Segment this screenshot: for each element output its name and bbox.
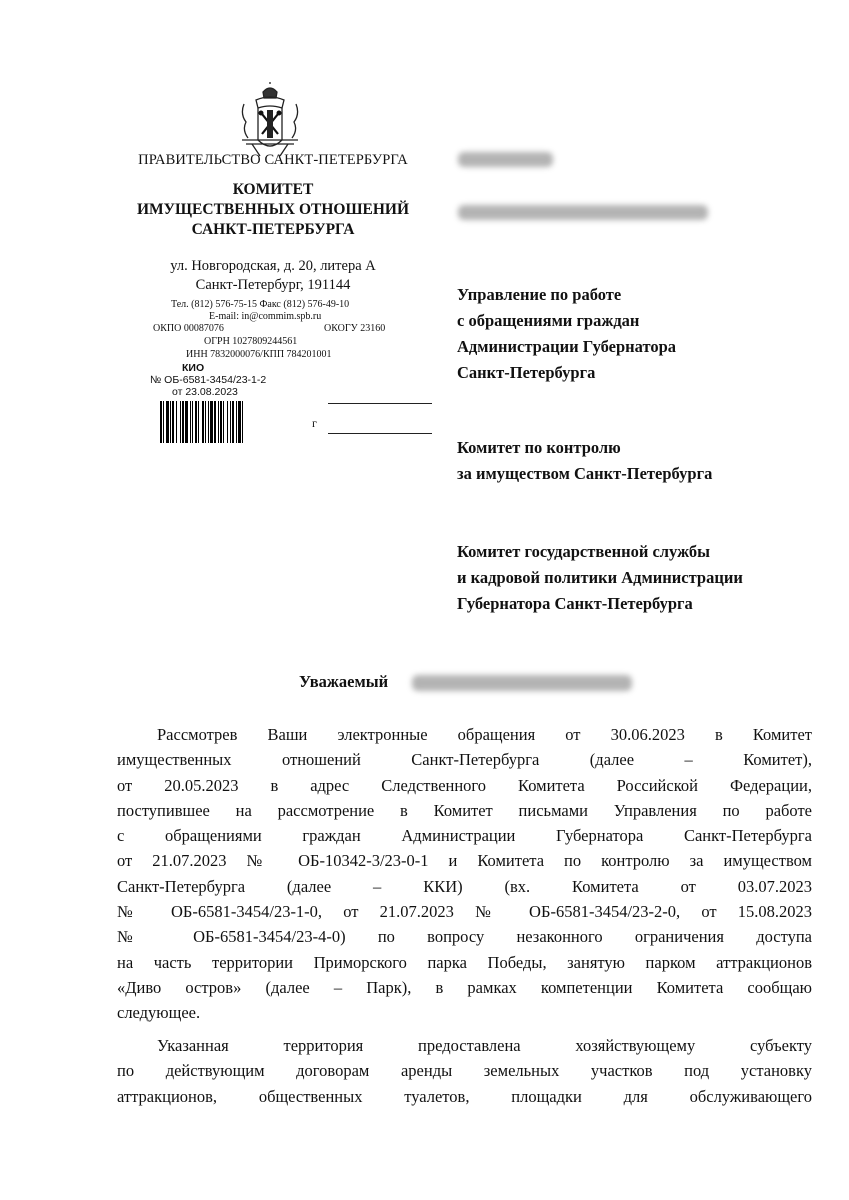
inn-kpp: ИНН 7832000076/КПП 784201001 bbox=[186, 349, 332, 360]
barcode-bar bbox=[166, 401, 169, 443]
email: E-mail: in@commim.spb.ru bbox=[209, 311, 322, 322]
government-name: ПРАВИТЕЛЬСТВО САНКТ-ПЕТЕРБУРГА bbox=[138, 152, 408, 168]
spb-coat-of-arms-icon bbox=[236, 82, 304, 158]
okpo: ОКПО 00087076 bbox=[153, 323, 224, 334]
committee-address: ул. Новгородская, д. 20, литера А Санкт-Петербург, 191144 bbox=[170, 258, 376, 293]
redacted-recipient-name bbox=[458, 152, 553, 167]
okogu: ОКОГУ 23160 bbox=[324, 323, 386, 334]
barcode-bar bbox=[223, 401, 224, 443]
barcode-bar bbox=[195, 401, 197, 443]
body-line: Указанная территория предоставлена хозяйствующему субъекту bbox=[157, 1036, 812, 1055]
committee-name: КОМИТЕТ ИМУЩЕСТВЕННЫХ ОТНОШЕНИЙ САНКТ-ПЕТЕРБУРГА bbox=[136, 181, 410, 238]
barcode-bar bbox=[236, 401, 237, 443]
redacted-recipient-address bbox=[458, 205, 708, 220]
barcode-bar bbox=[160, 401, 162, 443]
body-line: следующее. bbox=[117, 1003, 201, 1023]
salutation: Уважаемый bbox=[299, 672, 389, 691]
redacted-addressee-name bbox=[412, 675, 632, 691]
reply-line-bottom bbox=[328, 433, 432, 434]
body-line: по действующим договорам аренды земельных участков под установку bbox=[117, 1061, 812, 1081]
barcode-bar bbox=[242, 401, 243, 443]
body-line: № ОБ-6581-3454/23-4-0) по вопросу незаконного ограничения доступа bbox=[117, 927, 812, 947]
registration-number: № ОБ-6581-3454/23-1-2 bbox=[150, 374, 267, 386]
barcode-bar bbox=[180, 401, 181, 443]
body-line: аттракционов, общественных туалетов, площадки для обслуживающего bbox=[117, 1086, 812, 1106]
recipient-block-3: Комитет государственной службы и кадровой политики Администрации Губернатора Санкт-Петербурга bbox=[457, 542, 743, 613]
reply-label: г bbox=[312, 416, 317, 430]
barcode-bar bbox=[163, 401, 164, 443]
barcode-bar bbox=[172, 401, 174, 443]
body-line: Рассмотрев Ваши электронные обращения от 30.06.2023 в Комитет bbox=[157, 725, 812, 744]
reply-line-top bbox=[328, 403, 432, 404]
barcode-bar bbox=[176, 401, 177, 443]
body-line: от 21.07.2023 № ОБ-10342-3/23-0-1 и Комитета по контролю за имуществом bbox=[117, 851, 812, 871]
recipient-block-1: Управление по работе с обращениями граждан Администрации Губернатора Санкт-Петербурга bbox=[457, 285, 677, 382]
paragraph-1 bbox=[117, 722, 812, 1026]
barcode bbox=[160, 401, 298, 443]
ogrn: ОГРН 1027809244561 bbox=[204, 336, 298, 347]
barcode-bar bbox=[205, 401, 206, 443]
phone-fax: Тел. (812) 576-75-15 Факс (812) 576-49-10 bbox=[171, 299, 350, 310]
registration-org: КИО bbox=[182, 362, 205, 374]
barcode-bar bbox=[220, 401, 222, 443]
barcode-bar bbox=[214, 401, 216, 443]
body-line: Санкт-Петербурга (далее – ККИ) (вх. Комитета от 03.07.2023 bbox=[117, 876, 812, 896]
barcode-bar bbox=[202, 401, 204, 443]
barcode-bar bbox=[170, 401, 171, 443]
barcode-bar bbox=[182, 401, 184, 443]
body-line: поступившее на рассмотрение в Комитет письмами Управления по работе bbox=[117, 800, 812, 820]
recipient-block-2: Комитет по контролю за имуществом Санкт-Петербурга bbox=[457, 438, 713, 483]
barcode-bar bbox=[227, 401, 228, 443]
barcode-bar bbox=[230, 401, 231, 443]
barcode-bar bbox=[192, 401, 193, 443]
body-line: от 20.05.2023 в адрес Следственного Комитета Российской Федерации, bbox=[117, 775, 812, 795]
body-line: имущественных отношений Санкт-Петербурга (далее – Комитет), bbox=[117, 750, 812, 770]
registration-date: от 23.08.2023 bbox=[172, 386, 238, 398]
body-line: с обращениями граждан Администрации Губернатора Санкт-Петербурга bbox=[117, 826, 812, 846]
body-line: № ОБ-6581-3454/23-1-0, от 21.07.2023 № ОБ-6581-3454/23-2-0, от 15.08.2023 bbox=[117, 902, 812, 922]
body-line: «Диво остров» (далее – Парк), в рамках компетенции Комитета сообщаю bbox=[117, 977, 812, 997]
body-line: на часть территории Приморского парка Победы, занятую парком аттракционов bbox=[117, 952, 812, 972]
barcode-bar bbox=[238, 401, 241, 443]
barcode-bar bbox=[208, 401, 209, 443]
barcode-bar bbox=[185, 401, 188, 443]
barcode-bar bbox=[232, 401, 234, 443]
barcode-bar bbox=[210, 401, 213, 443]
barcode-bar bbox=[190, 401, 191, 443]
paragraph-2 bbox=[117, 1033, 812, 1109]
barcode-bar bbox=[198, 401, 199, 443]
barcode-bar bbox=[218, 401, 219, 443]
